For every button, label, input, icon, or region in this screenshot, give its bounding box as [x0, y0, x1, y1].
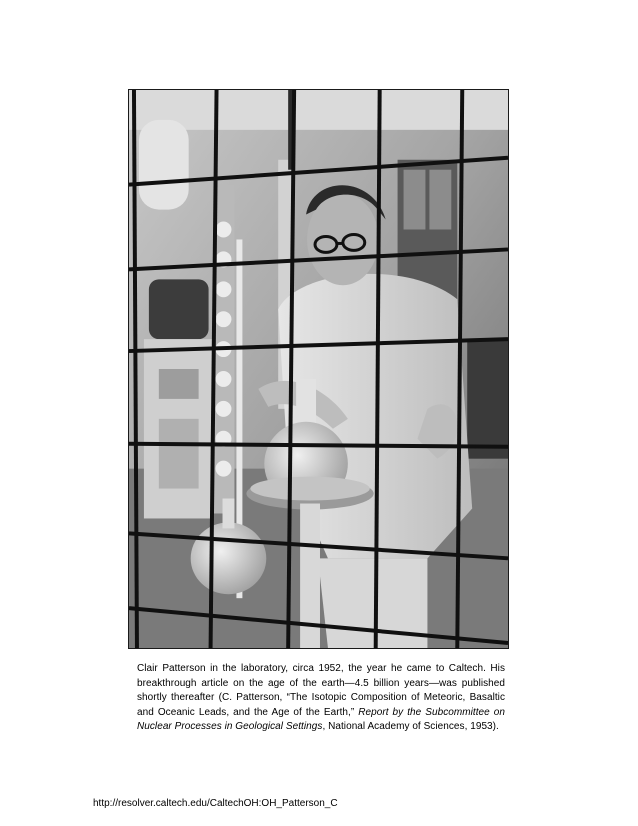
caption-text-end: , National Academy of Sciences, 1953).: [322, 721, 499, 733]
lower-flask: [191, 522, 267, 594]
tank: [139, 120, 189, 210]
ceiling: [129, 90, 508, 130]
caption-report-title: Report by the Subcommittee on Nuclear Processes in Geological Settings: [137, 706, 505, 733]
source-url: http://resolver.caltech.edu/CaltechOH:OH_Patterson_C: [93, 798, 338, 809]
photo-illustration: [129, 90, 508, 648]
caption-text: Clair Patterson in the laboratory, circa 1952, the year he came to Caltech. His breakthrough article on the age of the earth—4.5 billion years—was published shortly thereafter (C. Patterson, “The Isotopic Composition of Meteoric, Basaltic and Oceanic Leads, and the Age of the Earth,”: [137, 663, 505, 718]
chair: [467, 339, 508, 459]
photo-caption: [137, 662, 505, 735]
pump: [149, 279, 209, 339]
laboratory-photograph: [128, 89, 509, 649]
